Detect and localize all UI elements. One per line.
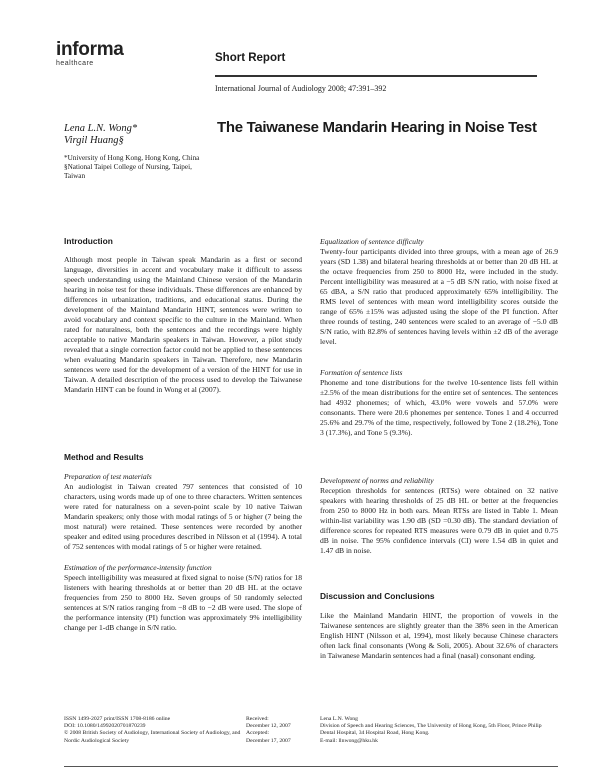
- article-title: The Taiwanese Mandarin Hearing in Noise Test: [217, 119, 537, 136]
- paragraph: Phoneme and tone distributions for the twelve 10-sentence lists fell within ±2.5% of the mean distributions for the entire set of sentences. The sentences had 4932 phonemes; of which, 43.0% were vowels and 57.0% were consonants. There were 20.6 phonemes per sentence. Tones 1 and 4 occurred 25.6% and 29.7% of the time, respectively, followed by Tone 2 (18.2%), Tone 3 (17.3%), and Tone 5 (9.3%).: [320, 378, 558, 437]
- author-name: Lena L.N. Wong*: [64, 123, 138, 134]
- footer-correspondence: [320, 716, 558, 745]
- subsection-heading: Formation of sentence lists: [320, 368, 403, 377]
- paragraph: An audiologist in Taiwan created 797 sentences that consisted of 10 characters, using words made up of one to three characters. Written sentences were rated for naturalness on a seven-point scale by 10 native Taiwan Mandarin speakers; only those with modal ratings of 5 or higher (7 being the most natural) were retained. These sentences were recorded by another speaker and edited using procedures described in Nilsson et al (1994). A total of 752 sentences with modal ratings of 5 or higher were retained.: [64, 482, 302, 551]
- journal-citation: International Journal of Audiology 2008; 47:391–392: [215, 84, 387, 93]
- footer-publication-info: [64, 716, 244, 745]
- introduction-section: [64, 236, 302, 395]
- contact-address: Division of Speech and Hearing Sciences, The University of Hong Kong, 5th Floor, Prince Philip Dental Hospital, 34 Hospital Road, Hong Kong.: [320, 723, 542, 737]
- section-heading: Method and Results: [64, 452, 144, 462]
- footer-dates: [246, 716, 314, 745]
- doi: DOI: 10.1080/14992020701870239: [64, 723, 146, 730]
- paragraph: Reception thresholds for sentences (RTSs) were obtained on 32 native speakers with hearing thresholds of 25 dB HL or better at the frequencies from 250 to 8000 Hz in both ears. Mean RTSs are listed in Table 1. Mean within-list variability was 1.90 dB (SD =0.30 dB). The standard deviation of difference scores for repeated RTS measures were 0.79 dB in quiet and 0.75 dB in noise. The 95% confidence intervals (CI) were 1.54 dB in quiet and 1.47 dB in noise.: [320, 486, 558, 555]
- publisher-logo-sub: healthcare: [56, 60, 94, 67]
- subsection-heading: Development of norms and reliability: [320, 476, 434, 485]
- paragraph: Speech intelligibility was measured at fixed signal to noise (S/N) ratios for 18 listeners with hearing thresholds at or better than 20 dB HL at the octave frequencies from 250 to 8000 Hz. Seven groups of 50 randomly selected sentences at S/N ratios ranging from −8 dB to −2 dB were used. The slope of the performance intensity (PI) function was approximately 9% intelligibility change per 1-dB change in S/N ratio.: [64, 573, 302, 632]
- paragraph: Although most people in Taiwan speak Mandarin as a first or second language, diversities in accent and vocabulary make it difficult to assess speech understanding using the Mainland Chinese version of the Mandarin hearing in noise test for these individuals. These differences are enhanced by differences in urbanization, traditions, and educational status. During the development of the Mainland Mandarin HINT, sentences were written to avoid vocabulary and context specific to the culture in the Mainland. When rated for naturalness, both the sentences and the recordings were highly acceptable to native Mandarin speakers in Taiwan. However, a pilot study revealed that a single correction factor could not be applied to these sentences when evaluating Mandarin speakers in Taiwan. Therefore, new Mandarin sentences were used for the development of a version of the HINT for use in Taiwan. A detailed description of the process used to develop the Taiwanese Mandarin HINT can be found in Wong et al (2007).: [64, 255, 302, 394]
- author-name: Virgil Huang§: [64, 135, 124, 146]
- copyright: © 2008 British Society of Audiology, International Society of Audiology, and Nordic Audiological Society: [64, 730, 241, 744]
- affiliation: *University of Hong Kong, Hong Kong, China: [64, 154, 200, 162]
- author-list: [64, 123, 137, 147]
- norms-section: [320, 476, 558, 556]
- affiliation: §National Taipei College of Nursing, Taipei, Taiwan: [64, 163, 192, 181]
- received-date: December 12, 2007: [246, 723, 291, 730]
- subsection-heading: Estimation of the performance-intensity function: [64, 563, 212, 572]
- publisher-logo: [56, 40, 124, 67]
- received-label: Received:: [246, 716, 269, 722]
- section-heading: Introduction: [64, 236, 113, 246]
- subsection-heading: Preparation of test materials: [64, 472, 152, 481]
- footer-rule: [64, 766, 558, 767]
- header-rule: [215, 75, 537, 77]
- discussion-section: [320, 591, 558, 661]
- accepted-date: December 17, 2007: [246, 737, 291, 744]
- accepted-label: Accepted:: [246, 730, 270, 737]
- equalization-section: [320, 237, 558, 347]
- publisher-logo-main: informa: [56, 39, 124, 60]
- contact-email: E-mail: llnwong@hku.hk: [320, 737, 378, 744]
- methods-section: [64, 452, 302, 633]
- formation-section: [320, 368, 558, 438]
- paragraph: Like the Mainland Mandarin HINT, the proportion of vowels in the Taiwanese sentences are slightly greater than the 38% seen in the American English HINT (Nilsson et al, 1994), most likely because Chinese characters often lack final consonants (Wong & Soli, 2005). About 32.6% of characters in Taiwanese Mandarin sentences had a final (nasal) consonant ending.: [320, 611, 558, 660]
- contact-name: Lena L.N. Wong: [320, 716, 358, 722]
- subsection-heading: Equalization of sentence difficulty: [320, 237, 424, 246]
- section-heading: Discussion and Conclusions: [320, 591, 435, 601]
- affiliation-list: [64, 154, 204, 182]
- paragraph: Twenty-four participants divided into three groups, with a mean age of 26.9 years (SD 1.38) and bilateral hearing thresholds at or better than 20 dB HL at the octave frequencies from 250 to 8000 Hz, were included in the study. Percent intelligibility was measured at a −5 dB S/N ratio, with noise fixed at 65 dBA, a S/N ratio that produced approximately 65% intelligibility. The RMS level of sentences with mean word intelligibility scores outside the range of 65% ±15% was adjusted using the slope of the PI function. After three rounds of testing, 240 sentences were scaled to an average of −5.0 dB S/N ratio, with 82.8% of sentences having levels within ±2 dB of the average level.: [320, 247, 558, 346]
- section-label: Short Report: [215, 52, 286, 64]
- issn: ISSN 1499-2027 print/ISSN 1708-8186 online: [64, 716, 171, 722]
